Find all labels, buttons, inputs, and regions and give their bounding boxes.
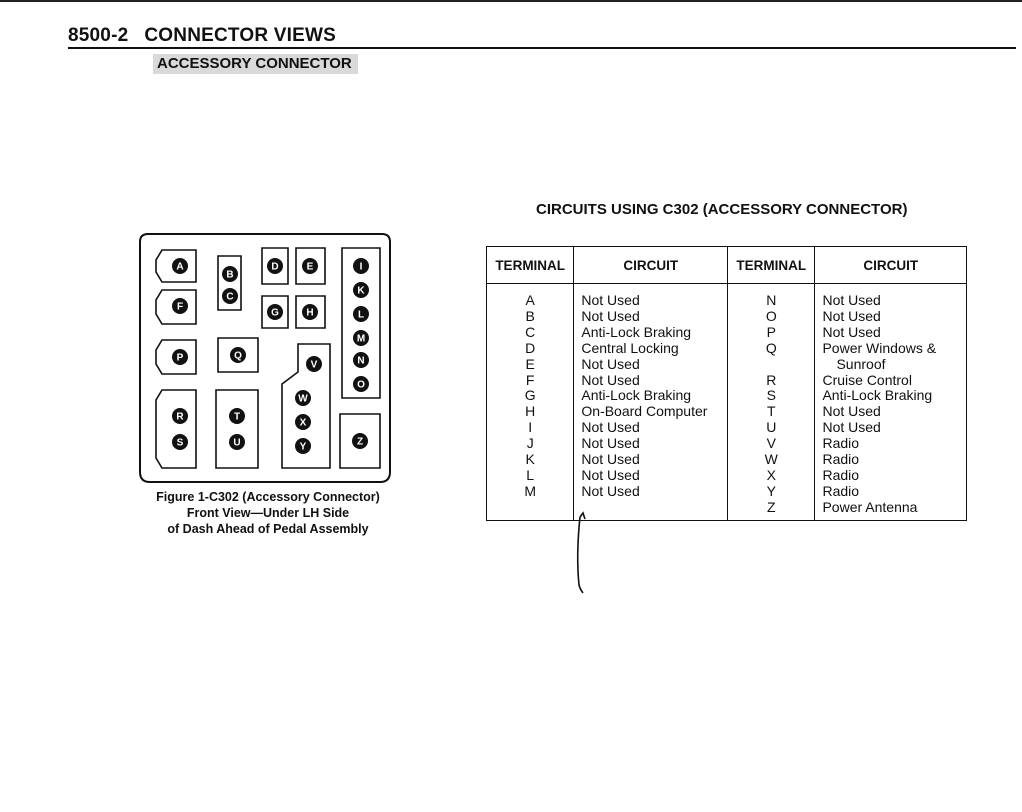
pin-m	[353, 330, 369, 346]
circuit-cell: Not Used	[822, 292, 881, 308]
terminal-cell: F	[525, 371, 535, 388]
terminal-cell: D	[525, 339, 536, 356]
pen-mark	[570, 505, 592, 595]
pin-label: I	[359, 261, 363, 273]
terminal-cell: I	[528, 419, 533, 436]
left-terminal-list	[487, 284, 573, 504]
circuit-cell: Radio	[822, 466, 860, 483]
pin-w	[295, 390, 311, 406]
pin-c	[222, 288, 238, 304]
table-header-row	[487, 247, 967, 284]
terminal-cell: Y	[766, 482, 776, 499]
circuit-cell: Radio	[822, 435, 860, 452]
circuit-cell: Not Used	[581, 307, 640, 324]
terminal-cell: L	[526, 466, 535, 483]
section-title: CONNECTOR VIEWS	[144, 25, 336, 46]
figure-caption	[138, 489, 398, 537]
pin-label: U	[233, 437, 241, 449]
pin-label: W	[298, 393, 308, 405]
circuit-cell: Radio	[822, 482, 860, 499]
pin-label: B	[226, 269, 234, 281]
connector-diagram	[138, 232, 392, 484]
pin-label: C	[226, 291, 234, 303]
pin-z	[352, 433, 368, 449]
circuit-cell: Not Used	[581, 435, 640, 452]
pin-label: Z	[356, 436, 364, 448]
circuit-cell: Power Antenna	[822, 498, 918, 515]
left-circuit-list	[581, 284, 727, 504]
pin-label: Q	[234, 350, 242, 362]
pin-label: R	[176, 411, 184, 423]
header-circuit: CIRCUIT	[574, 247, 728, 284]
pin-label: L	[357, 309, 365, 321]
terminal-cell: O	[765, 307, 777, 324]
pin-b	[222, 266, 238, 282]
pin-u	[229, 434, 245, 450]
pin-a	[172, 258, 188, 274]
circuit-cell: Not Used	[822, 307, 881, 324]
pin-k	[353, 282, 369, 298]
top-rule	[0, 0, 1022, 2]
circuit-cell: Radio	[822, 451, 860, 468]
circuit-cell: Power Windows &	[822, 339, 937, 356]
circuit-cell: Not Used	[822, 323, 881, 340]
terminal-cell: H	[525, 403, 536, 420]
terminal-cell: A	[525, 292, 535, 308]
pin-n	[353, 352, 369, 368]
pin-label: K	[357, 285, 365, 297]
circuit-cell: Cruise Control	[822, 371, 912, 388]
terminal-cell: C	[525, 323, 536, 340]
header-terminal: TERMINAL	[728, 247, 815, 284]
section-number: 8500-2	[68, 25, 129, 46]
pin-o	[353, 376, 369, 392]
terminal-cell: Q	[765, 339, 777, 356]
pin-label: E	[306, 261, 314, 273]
pin-q	[230, 347, 246, 363]
pin-label: F	[176, 301, 184, 313]
pin-label: M	[356, 333, 366, 345]
terminal-cell: S	[766, 387, 776, 404]
terminal-cell: E	[525, 355, 535, 372]
subsection-title: ACCESSORY CONNECTOR	[153, 54, 358, 74]
circuit-cell: Not Used	[822, 403, 881, 420]
pin-g	[267, 304, 283, 320]
circuit-cell: Sunroof	[836, 355, 886, 372]
terminal-cell: P	[766, 323, 776, 340]
terminal-cell: N	[766, 292, 777, 308]
pin-f	[172, 298, 188, 314]
caption-line: Front View—Under LH Side	[186, 506, 350, 520]
circuit-cell: Central Locking	[581, 339, 679, 356]
right-terminal-list	[728, 284, 814, 520]
circuits-title: CIRCUITS USING C302 (ACCESSORY CONNECTOR)	[536, 201, 908, 218]
pin-x	[295, 414, 311, 430]
circuit-cell: Anti-Lock Braking	[581, 387, 692, 404]
terminal-cell: K	[525, 451, 535, 468]
right-circuit-list	[822, 284, 966, 520]
circuit-cell: Not Used	[581, 466, 640, 483]
terminal-cell: B	[525, 307, 535, 324]
pin-label: S	[176, 437, 184, 449]
pin-s	[172, 434, 188, 450]
circuit-cell: Not Used	[581, 419, 640, 436]
pin-v	[306, 356, 322, 372]
pin-p	[172, 349, 188, 365]
terminal-cell: R	[766, 371, 777, 388]
circuit-cell: Not Used	[581, 451, 640, 468]
pin-t	[229, 408, 245, 424]
pin-d	[267, 258, 283, 274]
pin-y	[295, 438, 311, 454]
terminal-cell: M	[524, 482, 537, 499]
pin-label: P	[176, 352, 184, 364]
caption-line: of Dash Ahead of Pedal Assembly	[167, 522, 369, 536]
pin-i	[353, 258, 369, 274]
header-circuit: CIRCUIT	[815, 247, 967, 284]
pin-label: V	[310, 359, 318, 371]
pin-l	[353, 306, 369, 322]
caption-line: Figure 1-C302 (Accessory Connector)	[156, 490, 380, 504]
pin-e	[302, 258, 318, 274]
circuit-cell: Anti-Lock Braking	[822, 387, 933, 404]
pin-label: N	[357, 355, 365, 367]
header-terminal: TERMINAL	[487, 247, 574, 284]
terminal-cell: U	[766, 419, 777, 436]
pin-r	[172, 408, 188, 424]
terminal-cell: J	[526, 435, 534, 452]
heading-rule	[68, 47, 1016, 49]
pin-label: X	[299, 417, 307, 429]
pin-label: D	[271, 261, 279, 273]
terminal-cell: Z	[767, 498, 776, 515]
circuits-table	[486, 246, 967, 521]
circuit-cell: On-Board Computer	[581, 403, 708, 420]
circuit-cell: Not Used	[822, 419, 881, 436]
pin-label: Y	[299, 441, 307, 453]
pin-label: G	[271, 307, 279, 319]
terminal-cell: G	[524, 387, 536, 404]
pin-label: O	[357, 379, 365, 391]
circuit-cell: Not Used	[581, 292, 640, 308]
terminal-cell	[728, 357, 814, 373]
circuit-cell: Not Used	[581, 482, 640, 499]
pin-label: T	[233, 411, 241, 423]
terminal-cell: V	[766, 435, 776, 452]
terminal-cell: W	[764, 451, 778, 468]
circuit-cell: Not Used	[581, 371, 640, 388]
pin-h	[302, 304, 318, 320]
terminal-cell: X	[766, 466, 776, 483]
terminal-cell: T	[767, 403, 776, 420]
table-body-row	[487, 284, 967, 521]
pin-label: A	[176, 261, 184, 273]
page-title	[68, 25, 336, 47]
circuit-cell: Not Used	[581, 355, 640, 372]
pin-label: H	[306, 307, 314, 319]
circuit-cell: Anti-Lock Braking	[581, 323, 692, 340]
